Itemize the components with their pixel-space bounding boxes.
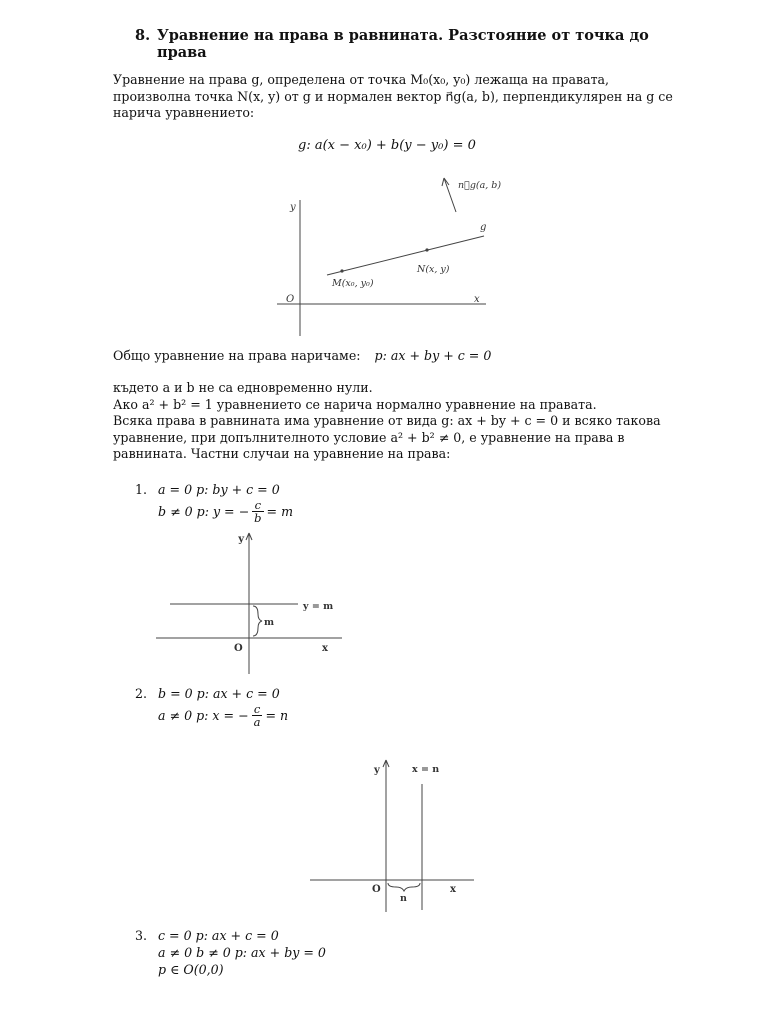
figure-vertical-line — [308, 756, 478, 914]
fig1-vector-label: n⃗g(a, b) — [458, 180, 502, 191]
case-2-line-2 — [158, 700, 288, 730]
case-1-frac-num: c — [254, 497, 262, 512]
fig1-line-g — [327, 236, 484, 275]
case-3-line-1: c = 0 p: ax + c = 0 — [158, 928, 279, 943]
case-2-frac-den: a — [253, 714, 261, 729]
general-equation-label: Общо уравнение на права наричаме: — [113, 348, 361, 363]
case-1-number: 1. — [135, 482, 148, 497]
case-1-eq-left: b ≠ 0 p: y = − — [158, 503, 250, 519]
case-3-line-3: p ∈ O(0,0) — [158, 962, 224, 977]
fig1-origin-label: O — [286, 294, 295, 305]
fig1-n-label: N(x, y) — [417, 264, 450, 275]
case-2-fraction — [252, 703, 263, 728]
fig3-y-label: y — [374, 765, 380, 776]
case-1-eq-right: = m — [266, 503, 294, 519]
case-2-line-1: b = 0 p: ax + c = 0 — [158, 686, 280, 701]
fig1-point-n — [425, 248, 428, 251]
case-3-number: 3. — [135, 928, 148, 943]
fig2-x-label: x — [322, 643, 328, 654]
figure-horizontal-line — [150, 528, 350, 676]
intro-line-1: Уравнение на права g, определена от точка M₀(x₀, y₀) лежаща на правата, — [113, 72, 610, 87]
general-equation: p: ax + by + c = 0 — [374, 348, 492, 363]
case-2-eq-left: a ≠ 0 p: x = − — [158, 707, 249, 723]
fig1-g-label: g — [480, 222, 487, 233]
body-paragraph — [113, 380, 673, 463]
fig3-origin-label: O — [372, 884, 381, 895]
fig3-dist-label: n — [400, 893, 407, 904]
fig2-origin-label: O — [234, 643, 243, 654]
figure-line-normal-vector — [272, 168, 502, 338]
case-2-number: 2. — [135, 686, 148, 701]
case-1-line-2 — [158, 496, 293, 526]
fig3-line-label: x = n — [412, 764, 440, 775]
fig2-brace — [253, 606, 262, 636]
intro-line-2: произволна точка N(x, y) от g и нормален вектор n⃗g(a, b), перпендикулярен на g се — [113, 88, 673, 104]
main-equation: g: a(x − x₀) + b(y − y₀) = 0 — [298, 138, 476, 153]
fig2-y-label: y — [238, 534, 244, 545]
fig1-x-label: x — [474, 294, 480, 305]
body-line-4: уравнение, при допълнителното условие a² + b² ≠ 0, е уравнение на права в — [113, 429, 625, 445]
case-1-frac-den: b — [254, 510, 262, 525]
case-2-eq-right: = n — [265, 707, 289, 723]
section-title: Уравнение на права в равнината. Разстояние от точка до права — [157, 27, 649, 61]
case-3-line-2: a ≠ 0 b ≠ 0 p: ax + by = 0 — [158, 945, 326, 960]
intro-paragraph — [113, 72, 673, 122]
case-2-frac-num: c — [253, 701, 261, 716]
fig1-point-m — [340, 269, 343, 272]
fig1-m-label: M(x₀, y₀) — [332, 278, 374, 289]
section-number: 8. — [135, 27, 151, 44]
case-1-fraction — [252, 499, 263, 524]
body-line-1: където a и b не са едновременно нули. — [113, 380, 373, 395]
fig1-normal-vector — [444, 178, 456, 212]
body-line-2: Ако a² + b² = 1 уравнението се нарича нормално уравнение на правата. — [113, 396, 597, 412]
body-line-3: Всяка права в равнината има уравнение от вида g: ax + by + c = 0 и всяко такова — [113, 413, 661, 428]
fig2-line-label: y = m — [303, 601, 334, 612]
fig3-brace — [388, 883, 420, 891]
section-heading — [135, 27, 655, 61]
fig2-dist-label: m — [264, 617, 275, 628]
fig1-y-label: y — [290, 202, 296, 213]
case-1-line-1: a = 0 p: by + c = 0 — [158, 482, 280, 497]
general-equation-row — [113, 348, 491, 365]
intro-line-3: нарича уравнението: — [113, 105, 255, 120]
fig3-x-label: x — [450, 884, 456, 895]
body-line-5: равнината. Частни случаи на уравнение на права: — [113, 446, 451, 461]
